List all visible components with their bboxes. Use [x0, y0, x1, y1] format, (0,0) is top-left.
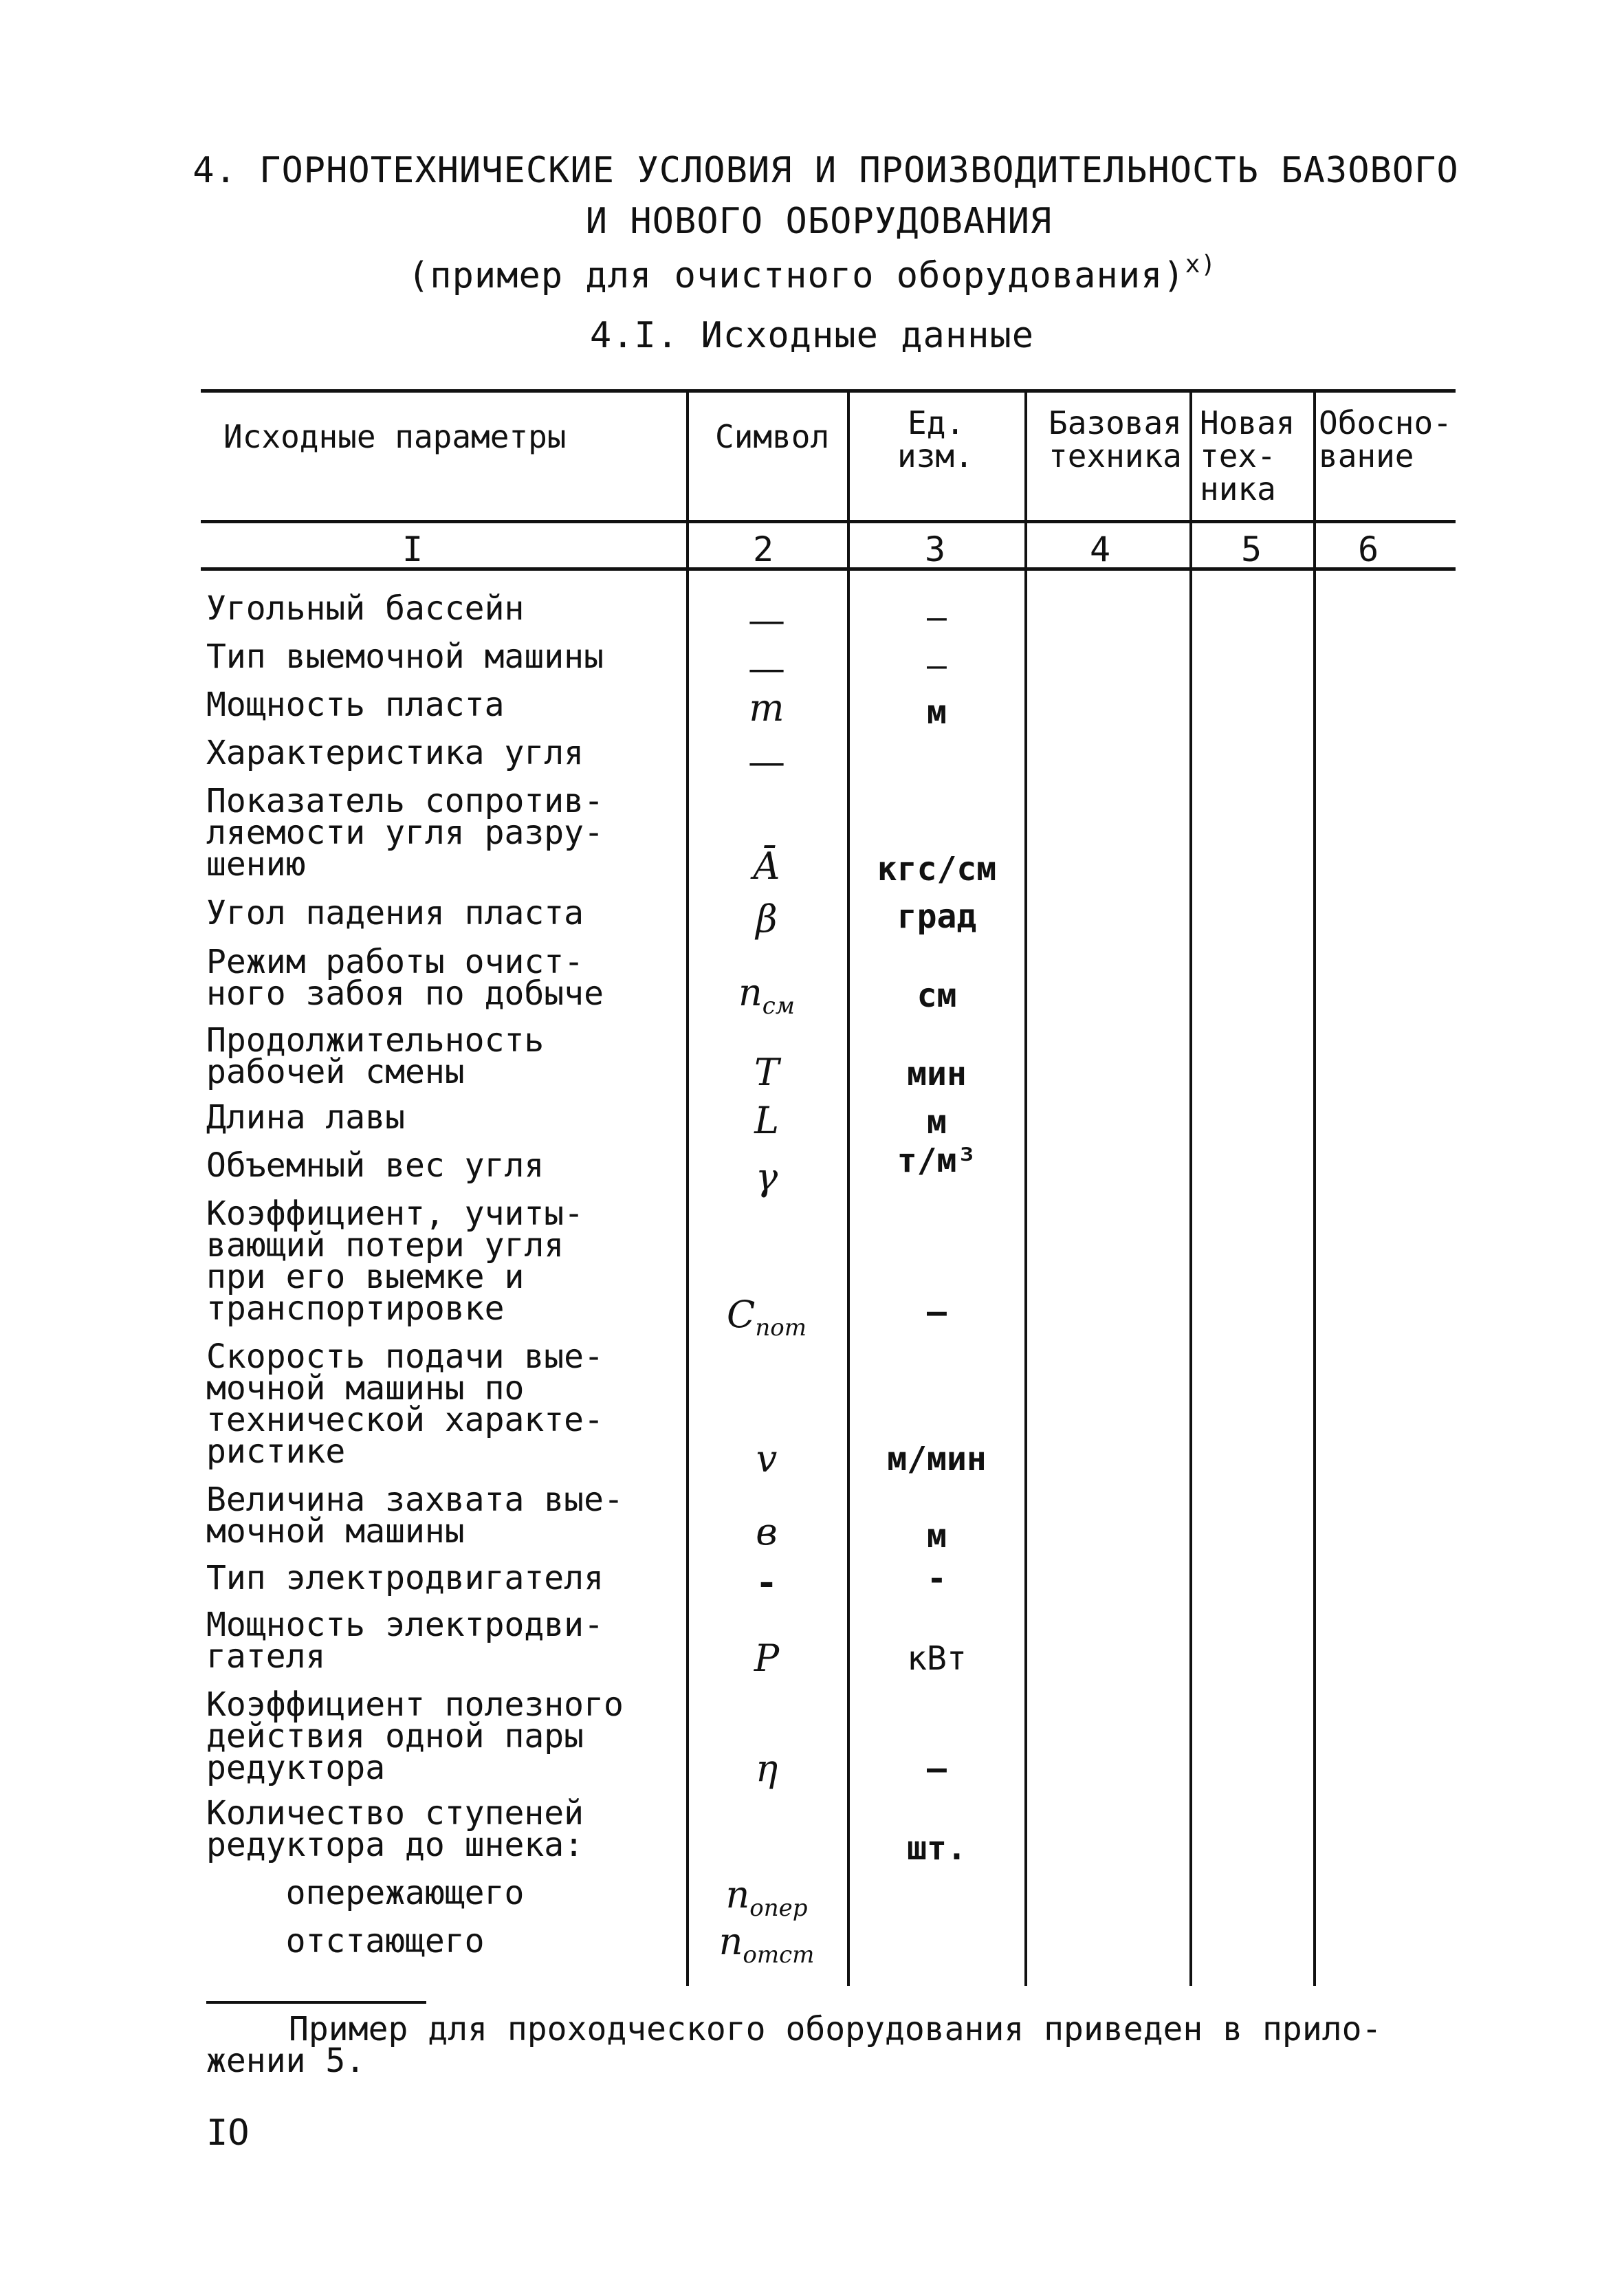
symbol-row-5: Ā [753, 844, 780, 888]
symbol-row-11 [688, 1293, 846, 1342]
unit-row-16: — [927, 1749, 947, 1788]
table-top-rule [201, 389, 1456, 393]
param-row-1: Угольный бассейн [206, 589, 525, 628]
symbol-row-11-subscript: пот [755, 1313, 806, 1342]
column-number-3: 3 [924, 529, 946, 569]
unit-row-13: м [927, 1517, 947, 1555]
section-title-line-1: 4. ГОРНОТЕХНИЧЕСКИЕ УСЛОВИЯ И ПРОИЗВОДИТЕЛЬНОСТЬ БАЗОВОГО [193, 150, 1459, 191]
symbol-row-7-base: n [738, 971, 762, 1014]
column-divider-5 [1313, 391, 1316, 1986]
header-base-line-2: техника [1049, 437, 1182, 474]
symbol-row-18 [688, 1873, 846, 1922]
symbol-row-2: — [748, 646, 785, 690]
param-row-15: Мощность электродви- гателя [206, 1606, 604, 1676]
header-base-line-1: Базовая [1049, 404, 1182, 441]
param-row-3: Мощность пласта [206, 686, 505, 724]
param-row-2: Тип выемочной машины [206, 637, 604, 676]
symbol-row-15: P [754, 1637, 780, 1680]
symbol-row-19-base: n [718, 1920, 743, 1963]
column-number-2: 2 [752, 529, 774, 569]
unit-row-17: шт. [907, 1829, 967, 1868]
section-title-note: (пример для очистного оборудования) [407, 255, 1185, 296]
unit-row-2: — [927, 646, 947, 685]
param-row-13: Величина захвата вые- мочной машины [206, 1480, 624, 1551]
param-row-9: Длина лавы [206, 1098, 405, 1137]
symbol-row-4: — [748, 740, 785, 783]
page-number: IO [206, 2112, 250, 2154]
symbol-row-1: — [748, 598, 785, 642]
unit-row-12: м/мин [887, 1440, 987, 1478]
header-params: Исходные параметры [223, 418, 567, 455]
header-unit-line-2: изм. [897, 437, 974, 474]
header-new-line-3: ника [1200, 470, 1276, 507]
symbol-row-6: β [756, 897, 778, 941]
param-row-5: Показатель сопротив- ляемости угля разру- шению [206, 782, 604, 884]
unit-row-8: мин [907, 1055, 967, 1093]
header-unit-line-1: Ед. [908, 404, 965, 441]
header-new-line-1: Новая [1200, 404, 1295, 441]
param-row-4: Характеристика угля [206, 734, 584, 772]
symbol-row-18-subscript: опер [749, 1894, 808, 1922]
symbol-row-9: L [754, 1099, 779, 1142]
param-row-6: Угол падения пласта [206, 894, 584, 932]
symbol-row-18-base: n [725, 1873, 750, 1916]
unit-row-9: м [927, 1103, 947, 1141]
symbol-row-10: γ [755, 1155, 778, 1199]
header-justification-line-2: вание [1319, 437, 1414, 474]
param-row-19: отстающего [206, 1922, 485, 1960]
symbol-row-8: T [754, 1051, 780, 1094]
footnote-marker: х) [1185, 250, 1217, 278]
unit-row-11: — [927, 1293, 947, 1331]
unit-row-3: м [927, 693, 947, 732]
param-row-18: опережающего [206, 1874, 525, 1912]
column-number-5: 5 [1240, 529, 1262, 569]
param-row-14: Тип электродвигателя [206, 1559, 604, 1597]
table-header-rule [201, 520, 1456, 523]
section-title-line-2: И НОВОГО ОБОРУДОВАНИЯ [585, 201, 1053, 242]
unit-row-6: град [897, 897, 977, 936]
symbol-row-11-base: C [727, 1293, 756, 1336]
param-row-7: Режим работы очист- ного забоя по добыче [206, 943, 604, 1013]
unit-row-14: - [927, 1560, 947, 1598]
symbol-row-16: η [755, 1747, 778, 1790]
symbol-row-7-subscript: см [762, 992, 795, 1020]
symbol-row-13: в [756, 1510, 778, 1553]
footnote-separator [206, 2001, 426, 2004]
symbol-row-12: v [756, 1437, 778, 1480]
header-justification-line-1: Обосно- [1319, 404, 1452, 441]
param-row-10: Объемный вес угля [206, 1146, 545, 1185]
symbol-row-19-subscript: отст [743, 1940, 815, 1969]
symbol-row-19 [688, 1920, 846, 1969]
param-row-8: Продолжительность рабочей смены [206, 1021, 545, 1091]
unit-row-15: кВт [907, 1639, 967, 1678]
header-symbol: Символ [715, 418, 830, 455]
param-row-17: Количество ступеней редуктора до шнека: [206, 1794, 584, 1864]
param-row-16: Коэффициент полезного действия одной пары редуктора [206, 1685, 624, 1787]
param-row-12: Скорость подачи вые- мочной машины по технической характе- ристике [206, 1337, 604, 1471]
header-new-line-2: тех- [1200, 437, 1276, 474]
unit-row-1: — [927, 598, 947, 637]
column-number-1: I [402, 529, 424, 569]
symbol-row-14: - [758, 1560, 775, 1604]
column-divider-3 [1024, 391, 1027, 1986]
section-title-line-3 [0, 250, 1624, 296]
unit-row-5: кгс/см [877, 850, 997, 888]
symbol-row-7 [688, 971, 846, 1020]
column-number-4: 4 [1089, 529, 1111, 569]
subsection-title: 4.I. Исходные данные [589, 315, 1035, 356]
column-number-6: 6 [1357, 529, 1379, 569]
param-row-11: Коэффициент, учиты- вающий потери угля при его выемке и транспортировке [206, 1194, 584, 1328]
unit-row-7: см [917, 976, 957, 1015]
symbol-row-3: m [749, 686, 784, 730]
footnote-text: Пример для проходческого оборудования приведен в прило-жении 5. [206, 2010, 1382, 2080]
unit-row-10: т/м³ [897, 1141, 977, 1180]
column-divider-4 [1189, 391, 1192, 1986]
